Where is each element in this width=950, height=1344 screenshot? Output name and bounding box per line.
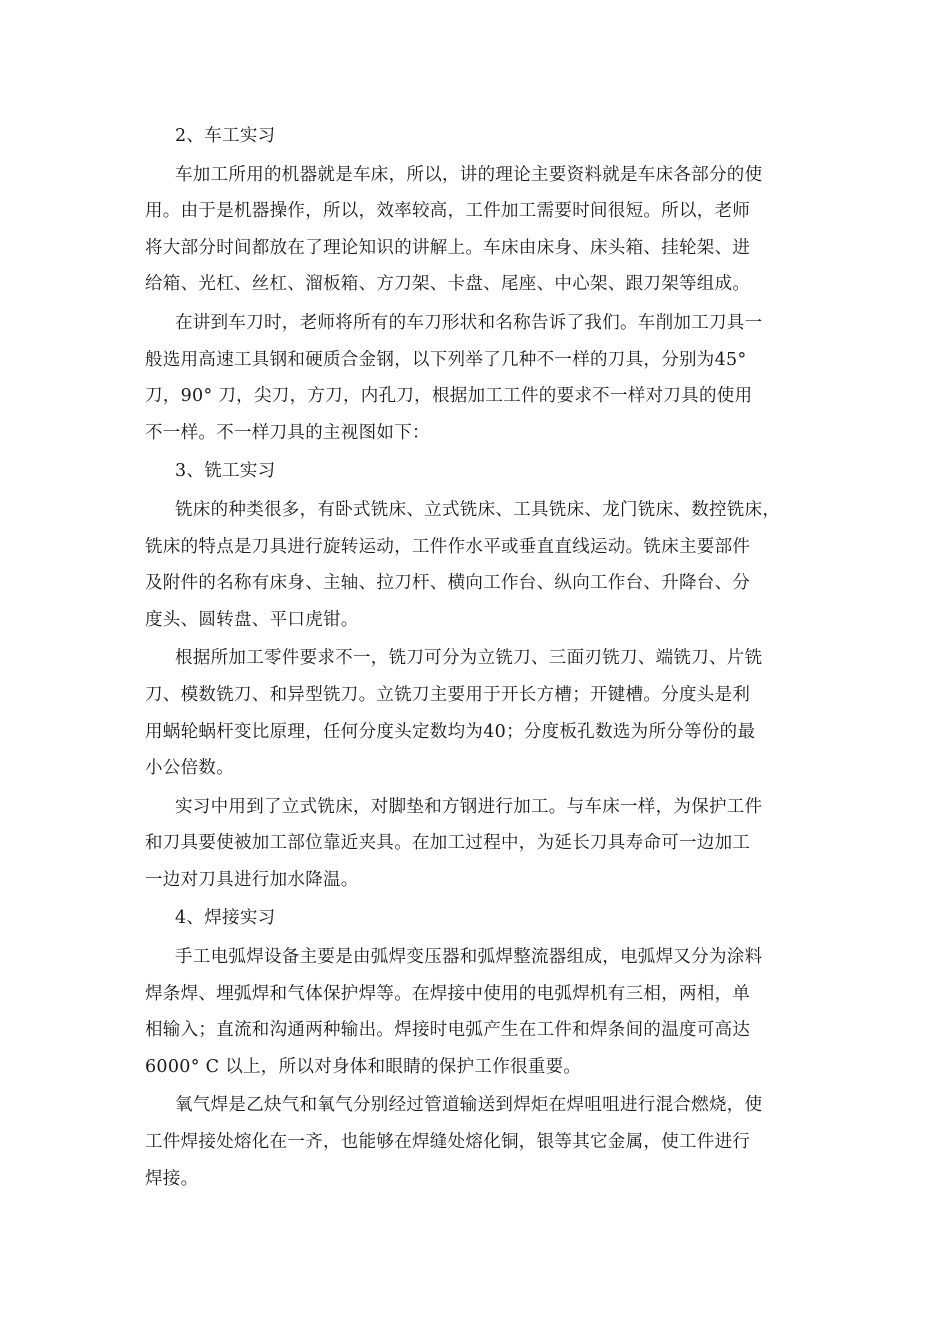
paragraph <box>145 640 810 786</box>
paragraph-line: 将大部分时间都放在了理论知识的讲解上。车床由床身、床头箱、挂轮架、进 <box>145 237 751 258</box>
paragraph-line: 刀，90° 刀，尖刀，方刀，内孔刀，根据加工工件的要求不一样对刀具的使用 <box>145 386 753 407</box>
paragraph-line: 一边对刀具进行加水降温。 <box>145 869 359 890</box>
paragraph-line: 实习中用到了立式铣床，对脚垫和方钢进行加工。与车床一样，为保护工件 <box>175 796 763 817</box>
paragraph <box>145 157 810 303</box>
paragraph-line: 给箱、光杠、丝杠、溜板箱、方刀架、卡盘、尾座、中心架、跟刀架等组成。 <box>145 274 751 295</box>
document-body <box>145 118 810 1197</box>
paragraph-line: 根据所加工零件要求不一，铣刀可分为立铣刀、三面刃铣刀、端铣刀、片铣 <box>175 648 763 669</box>
paragraph <box>145 305 810 451</box>
section-heading <box>145 453 810 490</box>
paragraph-line: 用。由于是机器操作，所以，效率较高，工件加工需要时间很短。所以，老师 <box>145 201 751 222</box>
paragraph-line: 焊接。 <box>145 1168 199 1189</box>
paragraph-line: 工件焊接处熔化在一齐，也能够在焊缝处熔化铜，银等其它金属，使工件进行 <box>145 1132 751 1153</box>
paragraph <box>145 789 810 899</box>
heading-text: 3、铣工实习 <box>175 461 276 482</box>
paragraph-line: 不一样。不一样刀具的主视图如下： <box>145 422 430 443</box>
paragraph-line: 般选用高速工具钢和硬质合金钢，以下列举了几种不一样的刀具，分别为45° <box>145 349 747 370</box>
paragraph <box>145 1087 810 1197</box>
paragraph-line: 及附件的名称有床身、主轴、拉刀杆、横向工作台、纵向工作台、升降台、分 <box>145 573 751 594</box>
paragraph-line: 度头、圆转盘、平口虎钳。 <box>145 609 359 630</box>
paragraph-line: 铣床的种类很多，有卧式铣床、立式铣床、工具铣床、龙门铣床、数控铣床， <box>175 499 781 520</box>
paragraph-line: 小公倍数。 <box>145 758 234 779</box>
paragraph-line: 刀、模数铣刀、和异型铣刀。立铣刀主要用于开长方槽；开键槽。分度头是利 <box>145 684 751 705</box>
paragraph-line: 铣床的特点是刀具进行旋转运动，工件作水平或垂直直线运动。铣床主要部件 <box>145 536 751 557</box>
section-heading <box>145 118 810 155</box>
paragraph-line: 氧气焊是乙炔气和氧气分别经过管道输送到焊炬在焊咀咀进行混合燃烧，使 <box>175 1095 763 1116</box>
section-heading <box>145 900 810 937</box>
heading-text: 2、车工实习 <box>175 126 276 146</box>
paragraph-line: 6000° C 以上，所以对身体和眼睛的保护工作很重要。 <box>145 1056 582 1077</box>
paragraph-line: 焊条焊、埋弧焊和气体保护焊等。在焊接中使用的电弧焊机有三相，两相，单 <box>145 983 751 1004</box>
paragraph-line: 和刀具要使被加工部位靠近夹具。在加工过程中，为延长刀具寿命可一边加工 <box>145 833 751 854</box>
paragraph-line: 用蜗轮蜗杆变比原理，任何分度头定数均为40；分度板孔数选为所分等份的最 <box>145 721 756 742</box>
paragraph-line: 相输入；直流和沟通两种输出。焊接时电弧产生在工件和焊条间的温度可高达 <box>145 1020 751 1041</box>
heading-text: 4、焊接实习 <box>175 908 276 929</box>
paragraph <box>145 939 810 1085</box>
paragraph-line: 车加工所用的机器就是车床，所以，讲的理论主要资料就是车床各部分的使 <box>175 164 763 185</box>
paragraph-line: 手工电弧焊设备主要是由弧焊变压器和弧焊整流器组成，电弧焊又分为涂料 <box>175 947 763 968</box>
paragraph-line: 在讲到车刀时，老师将所有的车刀形状和名称告诉了我们。车削加工刀具一 <box>175 312 763 333</box>
paragraph <box>145 492 810 638</box>
